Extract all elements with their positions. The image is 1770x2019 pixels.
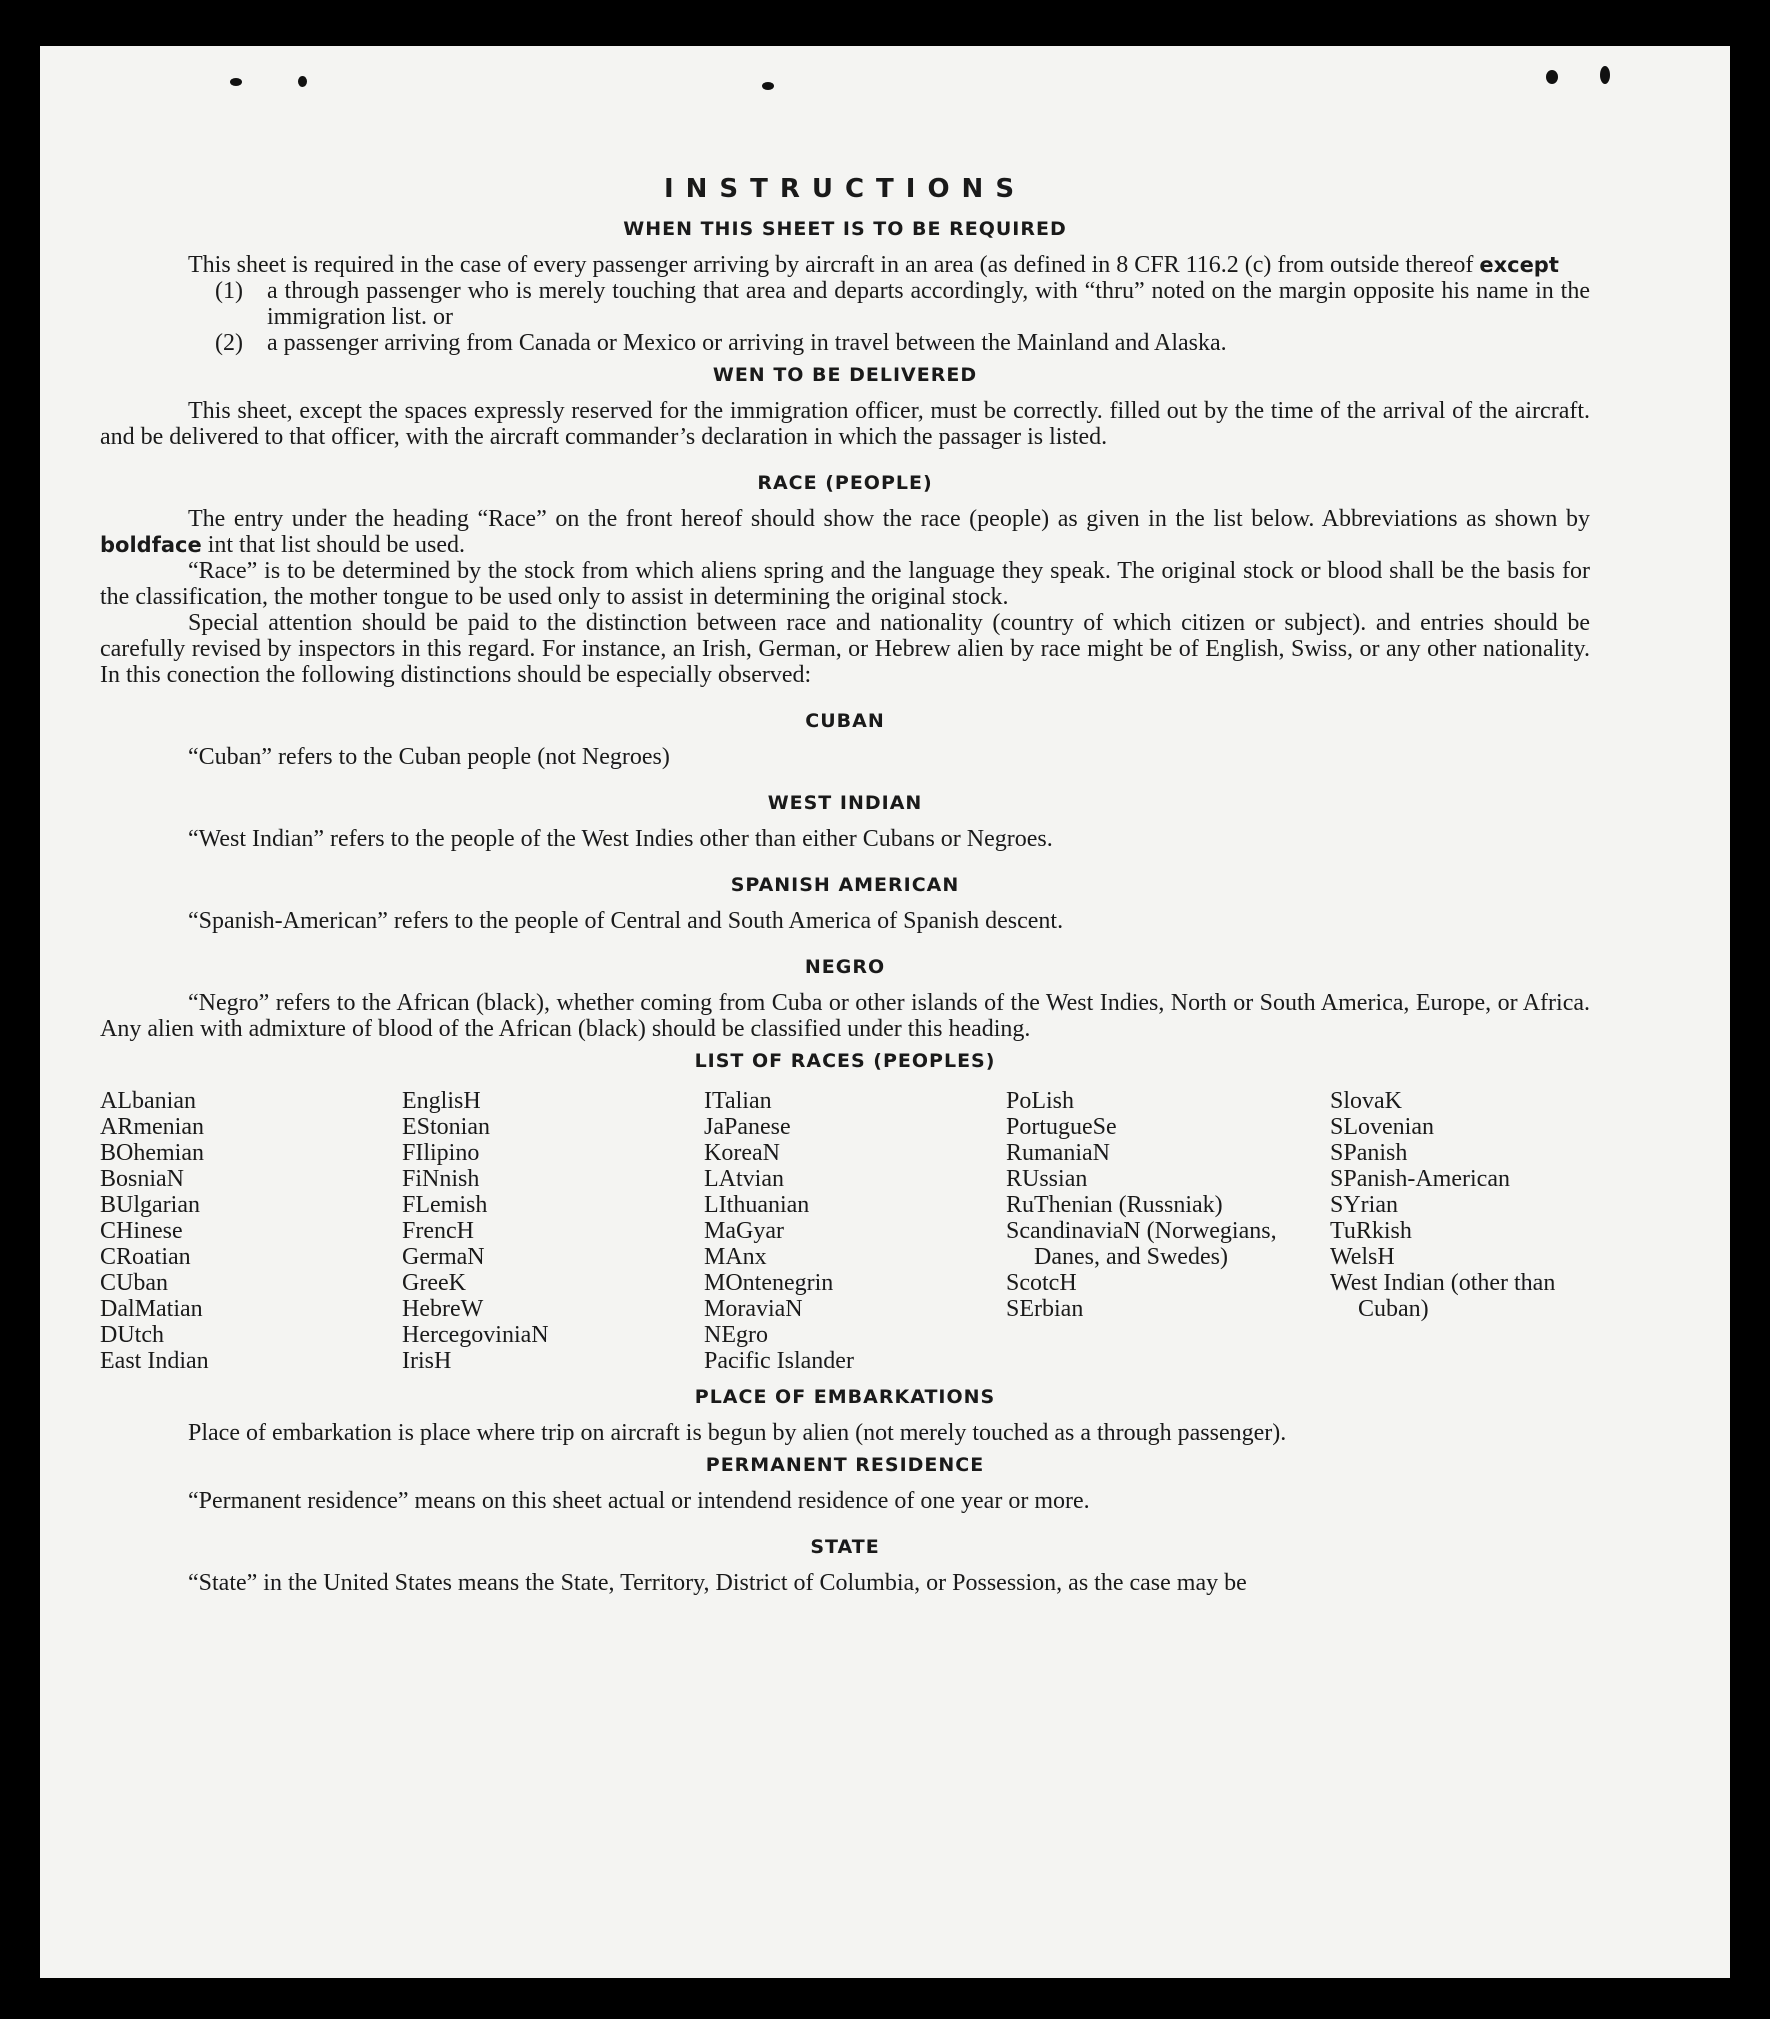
race-item: PortugueSe	[1006, 1114, 1117, 1140]
race-item: IrisH	[402, 1348, 452, 1374]
page-title: INSTRUCTIONS	[663, 174, 1027, 204]
races-column-3	[704, 1088, 1006, 1374]
scan-speck	[1546, 70, 1558, 84]
races-column-4	[1006, 1088, 1330, 1374]
race-item: ITalian	[704, 1088, 772, 1114]
race-item: KoreaN	[704, 1140, 780, 1166]
exception-number: (2)	[215, 330, 243, 356]
section-heading-list-of-races: LIST OF RACES (PEOPLES)	[694, 1050, 996, 1072]
scan-speck	[230, 78, 242, 86]
exception-text: a passenger arriving from Canada or Mexico or arriving in travel between the Mainland and Alaska.	[267, 330, 1227, 356]
section-heading-cuban: CUBAN	[805, 710, 885, 732]
race-item: SPanish-American	[1330, 1166, 1510, 1192]
instructions-content	[100, 176, 1590, 1596]
race-item: Pacific Islander	[704, 1348, 854, 1374]
scan-speck	[762, 82, 774, 90]
west-indian-text: “West Indian” refers to the people of the West Indies other than either Cubans or Negroes.	[188, 826, 1053, 852]
race-item: JaPanese	[704, 1114, 791, 1140]
race-item: HercegoviniaN	[402, 1322, 549, 1348]
negro-text: “Negro” refers to the African (black), whether coming from Cuba or other islands of the West Indies, North or South America, Europe, or Africa. Any alien with admixture of blood of the African (black) should be classified under this heading.	[100, 990, 1590, 1042]
section-heading-when-delivered: WEN TO BE DELIVERED	[712, 364, 978, 386]
race-item: MoraviaN	[704, 1296, 803, 1322]
race-item: CHinese	[100, 1218, 183, 1244]
race-item: DUtch	[100, 1322, 164, 1348]
section-heading-state: STATE	[810, 1536, 880, 1558]
document-sheet	[40, 46, 1730, 1978]
race-item: SErbian	[1006, 1296, 1084, 1322]
race-item: RuThenian (Russniak)	[1006, 1192, 1223, 1218]
race-item: FrencH	[402, 1218, 474, 1244]
race-item: TuRkish	[1330, 1218, 1412, 1244]
race-item: CUban	[100, 1270, 168, 1296]
scan-speck	[298, 76, 307, 87]
race-item: FIlipino	[402, 1140, 480, 1166]
race-item: FiNnish	[402, 1166, 480, 1192]
exception-text: a through passenger who is merely touching that area and departs accordingly, with “thru” noted on the margin opposite his name in the immigration list. or	[267, 278, 1590, 330]
section-heading-spanish-american: SPANISH AMERICAN	[730, 874, 960, 896]
section-heading-race: RACE (PEOPLE)	[757, 472, 933, 494]
spanish-american-text: “Spanish-American” refers to the people of Central and South America of Spanish descent.	[188, 908, 1064, 934]
section-heading-west-indian: WEST INDIAN	[767, 792, 923, 814]
permanent-residence-text: “Permanent residence” means on this sheet actual or intendend residence of one year or more.	[188, 1488, 1090, 1514]
section-heading-permanent-residence: PERMANENT RESIDENCE	[705, 1454, 985, 1476]
race-item: BosniaN	[100, 1166, 184, 1192]
race-item: RUssian	[1006, 1166, 1088, 1192]
race-item: EnglisH	[402, 1088, 481, 1114]
race-item: GermaN	[402, 1244, 485, 1270]
section-heading-negro: NEGRO	[804, 956, 886, 978]
race-item: FLemish	[402, 1192, 488, 1218]
state-text: “State” in the United States means the State, Territory, District of Columbia, or Possession, as the case may be	[188, 1570, 1247, 1596]
when-required-except: except	[1479, 253, 1559, 277]
race-item: PoLish	[1006, 1088, 1075, 1114]
race-paragraph-3: Special attention should be paid to the distinction between race and nationality (country of which citizen or subject). and entries should be carefully revised by inspectors in this regard. For instance, an Irish, German, or Hebrew alien by race might be of English, Swiss, or any other nationality. In this conection the following distinctions should be especially observed:	[100, 610, 1590, 688]
race-p1-end: int that list should be used.	[207, 532, 466, 558]
races-column-2	[402, 1088, 704, 1374]
exception-item	[215, 330, 1590, 356]
section-heading-when-required: WHEN THIS SHEET IS TO BE REQUIRED	[623, 218, 1067, 240]
race-paragraph-1	[100, 506, 1590, 558]
races-column-5	[1330, 1088, 1590, 1374]
race-item: SlovaK	[1330, 1088, 1402, 1114]
race-item: BOhemian	[100, 1140, 204, 1166]
race-item: CRoatian	[100, 1244, 191, 1270]
when-required-intro	[100, 252, 1590, 278]
race-item: ScandinaviaN (Norwegians, Danes, and Swedes)	[1006, 1218, 1277, 1270]
scan-speck	[1600, 66, 1610, 84]
race-item: SPanish	[1330, 1140, 1408, 1166]
race-item: MaGyar	[704, 1218, 784, 1244]
section-heading-embarkation: PLACE OF EMBARKATIONS	[694, 1386, 996, 1408]
race-item: West Indian (other than Cuban)	[1330, 1270, 1556, 1322]
race-p1-start: The entry under the heading “Race” on the front hereof should show the race (people) as given in the list below. Abbreviations as shown by	[188, 506, 1590, 532]
exception-list	[100, 278, 1590, 356]
embarkation-text: Place of embarkation is place where trip on aircraft is begun by alien (not merely touched as a through passenger).	[188, 1420, 1287, 1446]
race-item: EStonian	[402, 1114, 490, 1140]
exception-item	[215, 278, 1590, 330]
race-item: NEgro	[704, 1322, 768, 1348]
race-item: WelsH	[1330, 1244, 1395, 1270]
race-item: BUlgarian	[100, 1192, 200, 1218]
race-paragraph-2: “Race” is to be determined by the stock from which aliens spring and the language they speak. The original stock or blood shall be the basis for the classification, the mother tongue to be used only to assist in determining the original stock.	[100, 558, 1590, 610]
race-item: GreeK	[402, 1270, 466, 1296]
race-item: East Indian	[100, 1348, 209, 1374]
cuban-text: “Cuban” refers to the Cuban people (not Negroes)	[188, 744, 670, 770]
races-column-1	[100, 1088, 402, 1374]
race-item: DalMatian	[100, 1296, 203, 1322]
race-item: ARmenian	[100, 1114, 204, 1140]
race-item: MOntenegrin	[704, 1270, 834, 1296]
when-required-intro-text: This sheet is required in the case of every passenger arriving by aircraft in an area (as defined in 8 CFR 116.2 (c) from outside thereof	[188, 252, 1474, 278]
races-list	[100, 1088, 1590, 1374]
race-p1-boldface: boldface	[100, 533, 202, 557]
race-item: ScotcH	[1006, 1270, 1077, 1296]
race-item: MAnx	[704, 1244, 767, 1270]
race-item: LAtvian	[704, 1166, 784, 1192]
race-item: SYrian	[1330, 1192, 1398, 1218]
race-item: ALbanian	[100, 1088, 196, 1114]
exception-number: (1)	[215, 278, 243, 304]
race-item: SLovenian	[1330, 1114, 1434, 1140]
race-item: LIthuanian	[704, 1192, 810, 1218]
when-delivered-text: This sheet, except the spaces expressly reserved for the immigration officer, must be correctly. filled out by the time of the arrival of the aircraft. and be delivered to that officer, with the aircraft commander’s declaration in which the passager is listed.	[100, 398, 1590, 450]
race-item: HebreW	[402, 1296, 484, 1322]
race-item: RumaniaN	[1006, 1140, 1110, 1166]
